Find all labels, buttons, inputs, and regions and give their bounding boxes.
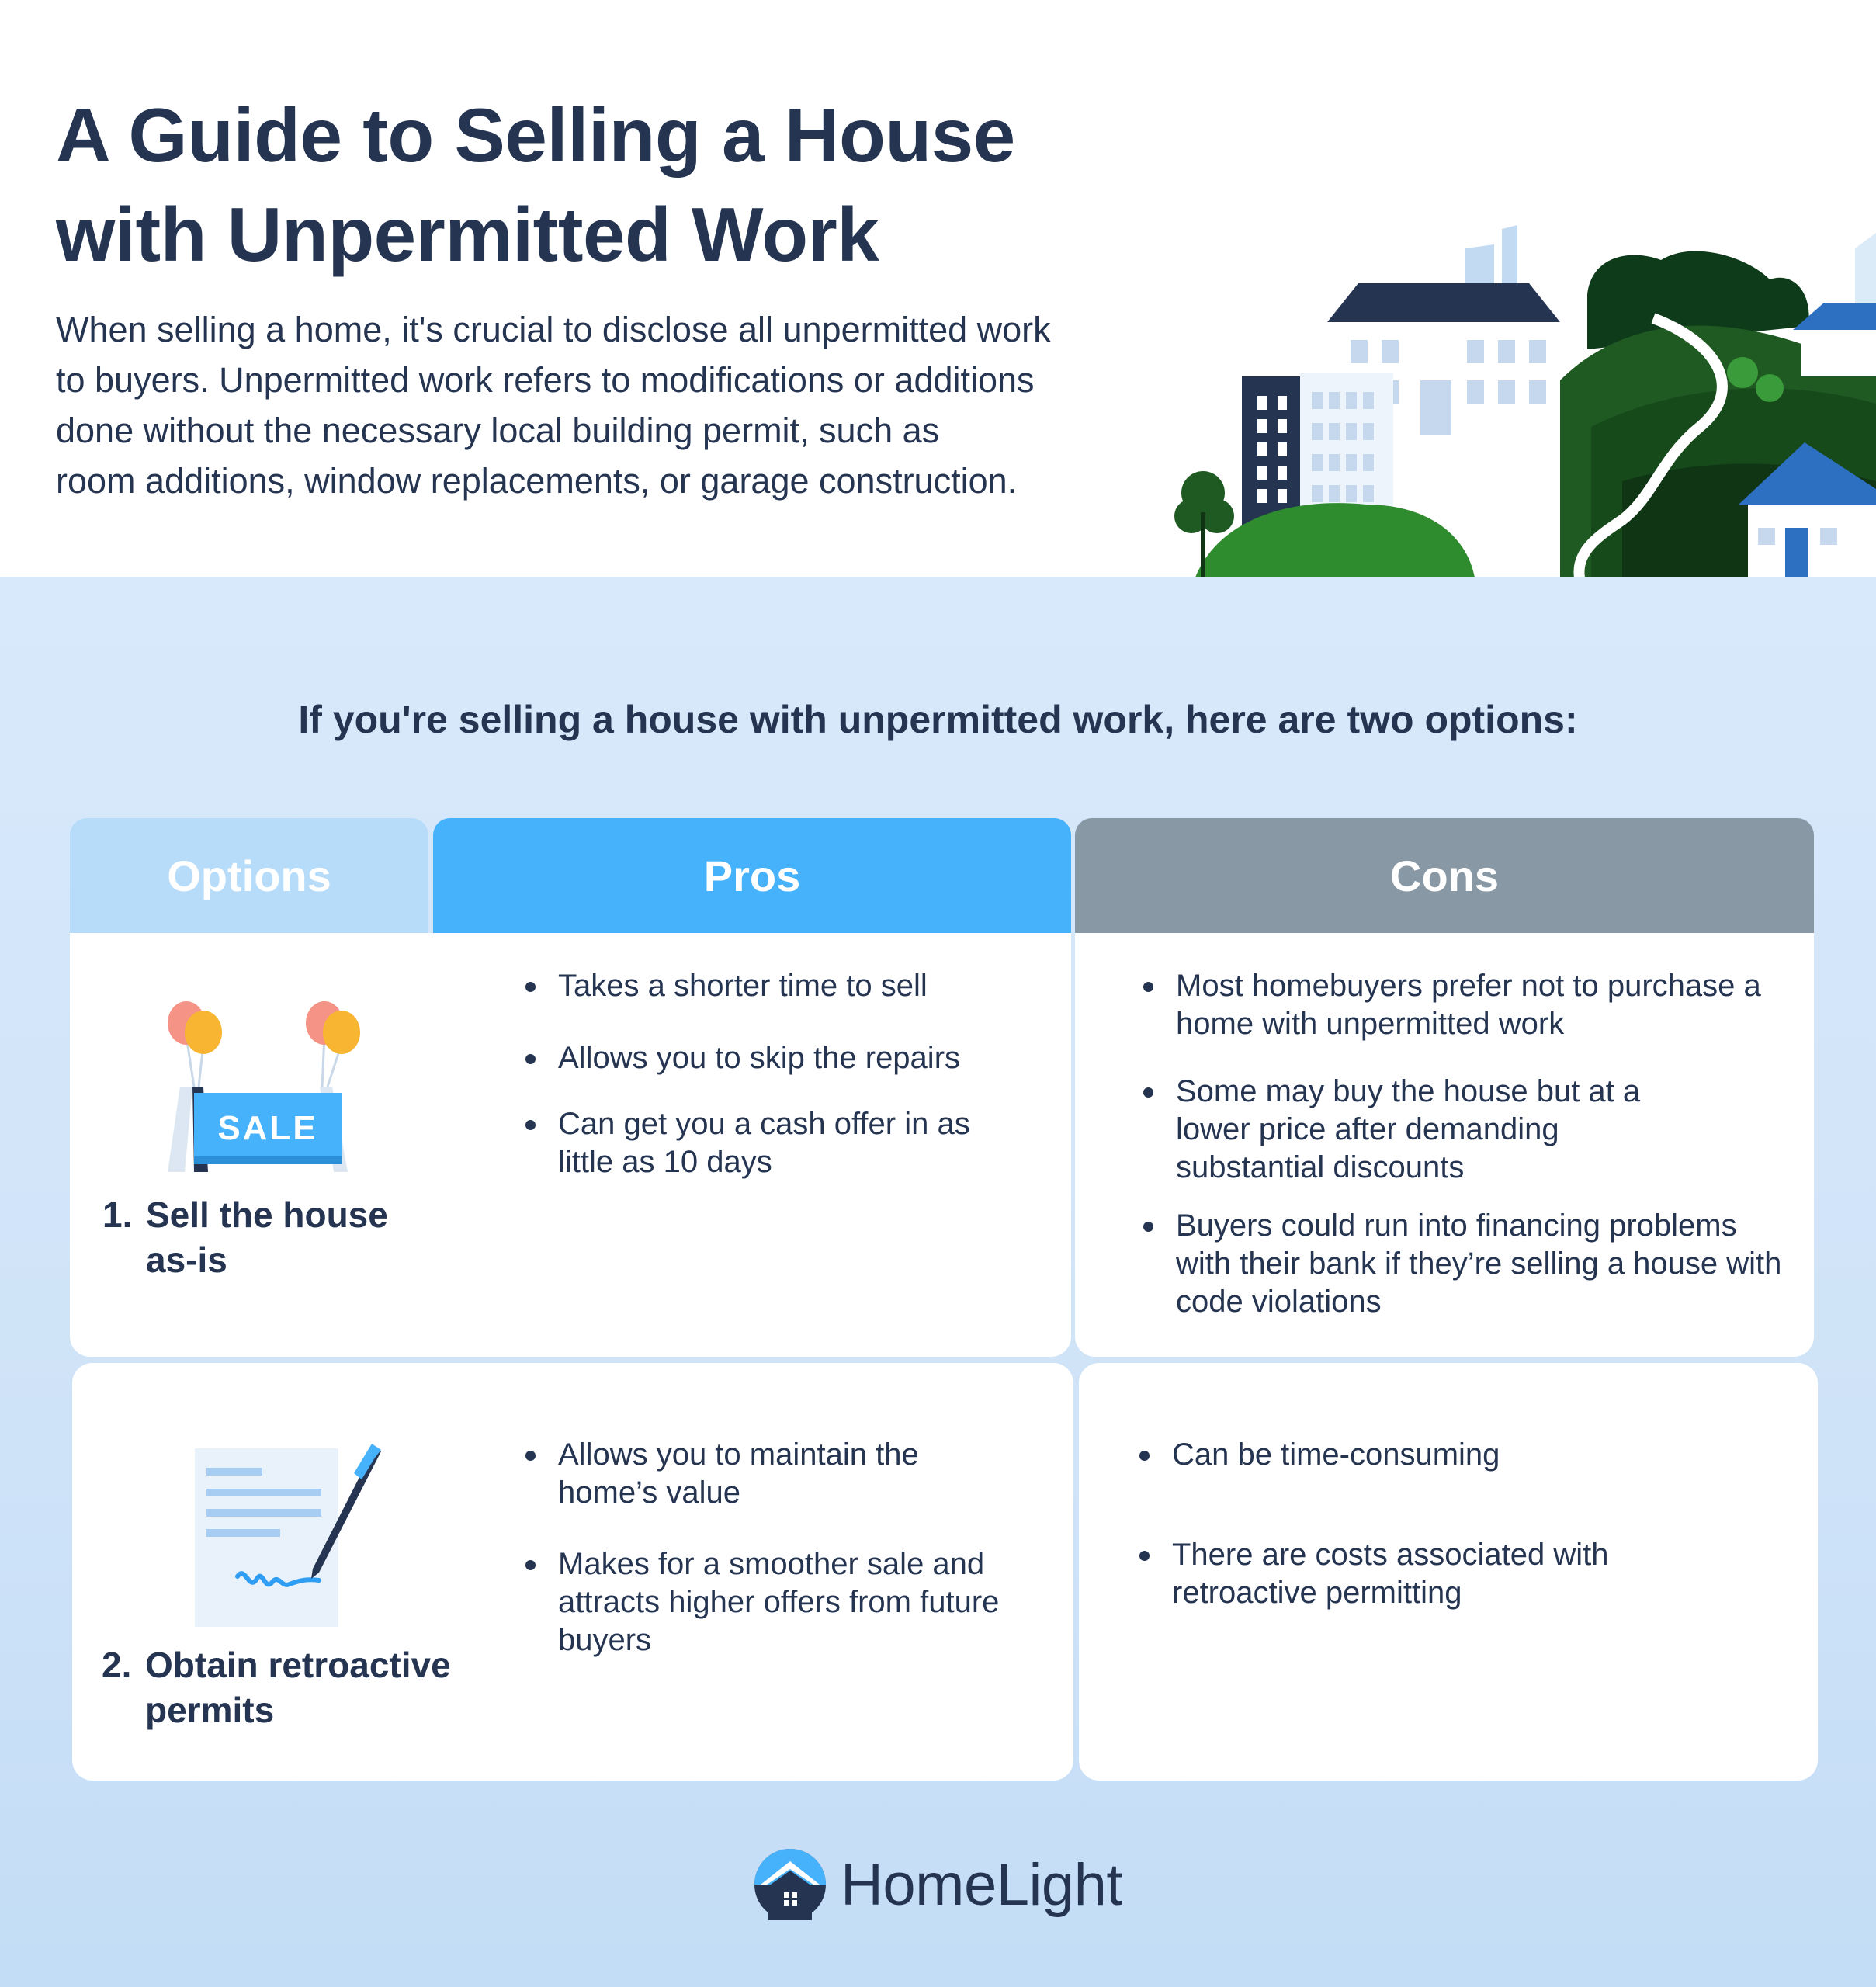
option-1-pros-list (525, 967, 1053, 1181)
intro-paragraph: When selling a home, it's crucial to disclose all unpermitted work to buyers. Unpermitted work refers to modifications or additions done without the necessary local building permit, such as room additions, window replacements, or garage construction. (56, 310, 1051, 501)
page-title: A Guide to Selling a House with Unpermitted Work (56, 92, 1015, 277)
list-item: Allows you to maintain the home’s value (525, 1436, 960, 1512)
option-row-2 (72, 1363, 1073, 1781)
column-header-options: Options (70, 818, 428, 933)
option-row-1-cons (1075, 933, 1814, 1357)
option-row-1 (70, 933, 1071, 1357)
list-item: Makes for a smoother sale and attracts higher offers from future buyers (525, 1545, 1053, 1659)
list-item: There are costs associated with retroactive permitting (1139, 1536, 1636, 1612)
signed-document-icon (195, 1441, 381, 1627)
option-2-label: 2. Obtain retroactive permits (102, 1645, 451, 1730)
list-item: Most homebuyers prefer not to purchase a home with unpermitted work (1143, 967, 1788, 1043)
svg-text:SALE: SALE (217, 1109, 318, 1147)
option-1-label: 1. Sell the house as-is (102, 1195, 388, 1280)
option-row-2-cons (1079, 1363, 1818, 1781)
list-item: Can get you a cash offer in as little as 10 days (525, 1105, 1022, 1181)
list-item: Buyers could run into financing problems with their bank if they’re selling a house with code violations (1143, 1207, 1788, 1321)
column-header-cons: Cons (1075, 818, 1814, 933)
list-item: Takes a shorter time to sell (525, 967, 1053, 1005)
brand-logo-text: HomeLight (841, 1852, 1123, 1918)
option-1-cons-list (1143, 967, 1788, 1321)
options-subheading: If you're selling a house with unpermitted work, here are two options: (298, 698, 1578, 741)
list-item: Allows you to skip the repairs (525, 1039, 1053, 1077)
option-2-cons-list (1139, 1436, 1776, 1612)
column-header-pros: Pros (433, 818, 1071, 933)
option-2-pros-list (525, 1436, 1053, 1659)
list-item: Some may buy the house but at a lower price after demanding substantial discounts (1143, 1073, 1656, 1187)
list-item: Can be time-consuming (1139, 1436, 1776, 1474)
neighborhood-illustration-icon (1156, 225, 1876, 577)
sale-sign-icon (147, 1001, 361, 1172)
